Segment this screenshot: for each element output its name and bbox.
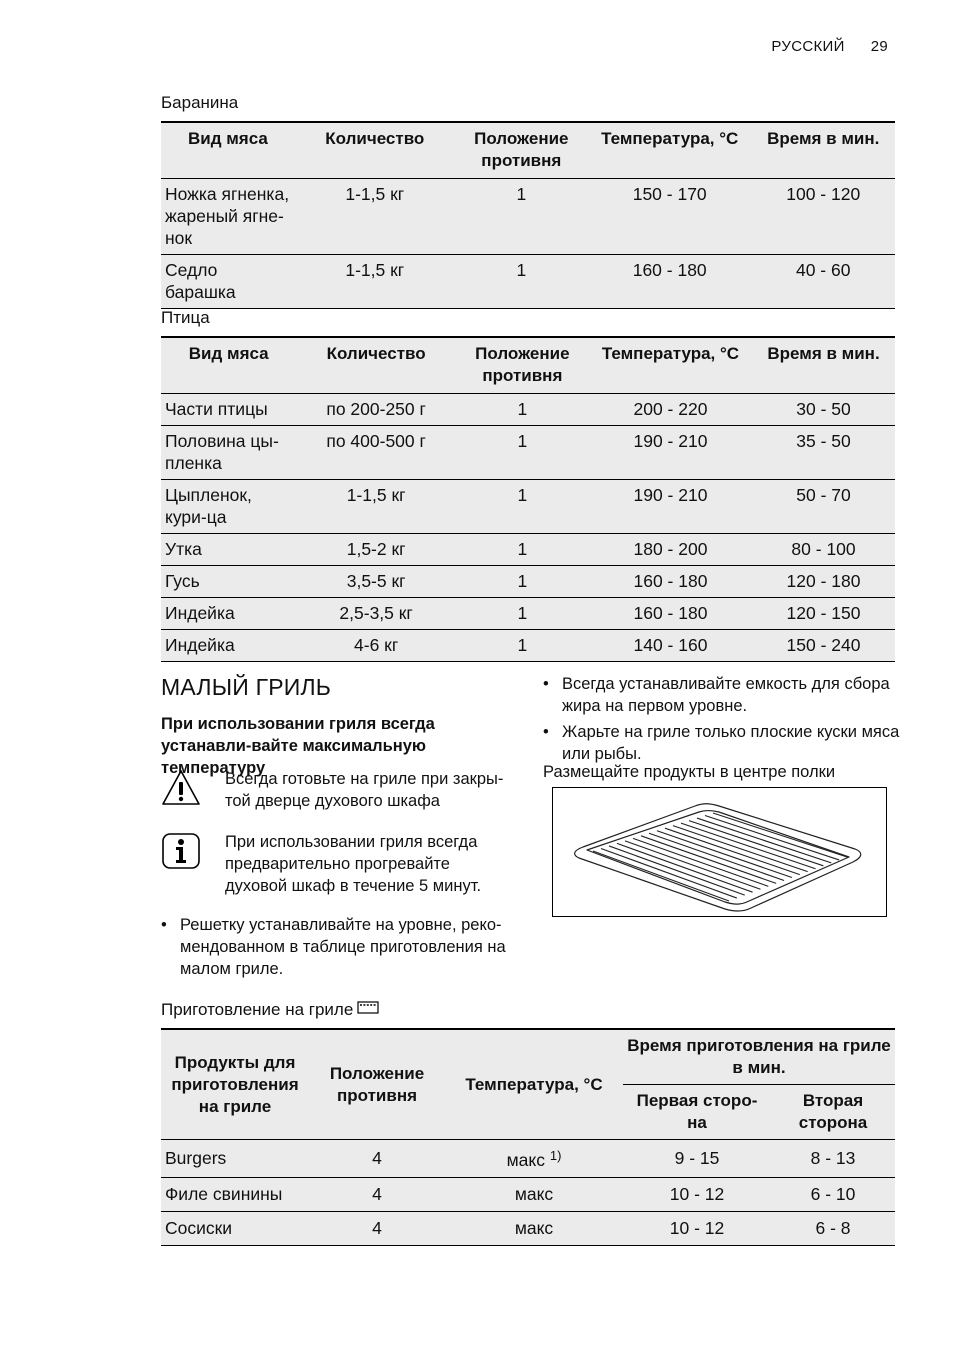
poultry-table bbox=[161, 336, 895, 662]
language-label: РУССКИЙ bbox=[771, 38, 845, 55]
table-cell: Индейка bbox=[161, 630, 296, 662]
col-header: Продукты для приготовления на гриле bbox=[161, 1029, 309, 1140]
col-header: Вторая сторона bbox=[771, 1085, 895, 1140]
table-cell: 150 - 170 bbox=[588, 179, 752, 255]
col-header: Количество bbox=[296, 337, 455, 394]
table-row bbox=[161, 394, 895, 426]
table-cell: Половина цы-пленка bbox=[161, 426, 296, 480]
table-cell: макс bbox=[445, 1178, 623, 1212]
table-row bbox=[161, 598, 895, 630]
table-cell: Филе свинины bbox=[161, 1178, 309, 1212]
table-cell: Индейка bbox=[161, 598, 296, 630]
table-cell: 190 - 210 bbox=[589, 426, 752, 480]
warning-note bbox=[161, 768, 516, 812]
table-cell: 1 bbox=[456, 566, 589, 598]
info-icon bbox=[161, 831, 201, 871]
table-cell: Седло барашка bbox=[161, 255, 295, 309]
table-cell: 1-1,5 кг bbox=[295, 255, 455, 309]
table-cell: 4 bbox=[309, 1140, 445, 1178]
table-cell: 4-6 кг bbox=[296, 630, 455, 662]
table-cell: 10 - 12 bbox=[623, 1178, 771, 1212]
table-cell: 180 - 200 bbox=[589, 534, 752, 566]
table-cell: 1-1,5 кг bbox=[295, 179, 455, 255]
table-cell: 160 - 180 bbox=[589, 598, 752, 630]
col-header: Температура, °C bbox=[589, 337, 752, 394]
table-cell: 50 - 70 bbox=[752, 480, 895, 534]
table-row bbox=[161, 1212, 895, 1246]
col-header: Время в мин. bbox=[751, 122, 895, 179]
table-cell: 80 - 100 bbox=[752, 534, 895, 566]
table-cell: 4 bbox=[309, 1178, 445, 1212]
col-header: Вид мяса bbox=[161, 337, 296, 394]
table-cell: 3,5-5 кг bbox=[296, 566, 455, 598]
table-cell: 6 - 8 bbox=[771, 1212, 895, 1246]
table-cell: Сосиски bbox=[161, 1212, 309, 1246]
table-cell: 1 bbox=[456, 630, 589, 662]
grill-instruction: При использовании гриля всегда устанавли-вайте максимальную температуру bbox=[161, 715, 435, 777]
table-cell: 1 bbox=[456, 534, 589, 566]
info-note bbox=[161, 831, 516, 897]
table-cell: 1 bbox=[456, 480, 589, 534]
table-cell: 1 bbox=[455, 255, 588, 309]
table-row bbox=[161, 630, 895, 662]
col-header: Время приготовления на гриле в мин. bbox=[623, 1029, 895, 1085]
table-cell: 2,5-3,5 кг bbox=[296, 598, 455, 630]
table-cell: по 200-250 г bbox=[296, 394, 455, 426]
footnote-mark: 1) bbox=[549, 1148, 562, 1163]
table-cell: 1,5-2 кг bbox=[296, 534, 455, 566]
table-cell: 150 - 240 bbox=[752, 630, 895, 662]
grill-table-title bbox=[161, 1000, 379, 1020]
table-cell: 1 bbox=[456, 598, 589, 630]
table-cell: Ножка ягненка, жареный ягне-нок bbox=[161, 179, 295, 255]
table-row bbox=[161, 179, 895, 255]
table-cell: 35 - 50 bbox=[752, 426, 895, 480]
wire-shelf-illustration bbox=[552, 787, 887, 917]
col-header: Положение противня bbox=[456, 337, 589, 394]
table-cell: 40 - 60 bbox=[751, 255, 895, 309]
table-row bbox=[161, 426, 895, 480]
table-cell: 160 - 180 bbox=[589, 566, 752, 598]
warning-icon bbox=[161, 768, 201, 808]
table-cell: 160 - 180 bbox=[588, 255, 752, 309]
grill-table bbox=[161, 1028, 895, 1246]
table-cell: Утка bbox=[161, 534, 296, 566]
table-row bbox=[161, 480, 895, 534]
grill-icon bbox=[357, 1000, 379, 1020]
table-row bbox=[161, 1140, 895, 1178]
info-text: При использовании гриля всегда предварительно прогревайте духовой шкаф в течение 5 минут. bbox=[225, 833, 482, 895]
table-cell: макс bbox=[445, 1212, 623, 1246]
grill-table-title-text: Приготовление на гриле bbox=[161, 1000, 354, 1019]
col-header: Положение противня bbox=[455, 122, 588, 179]
table-row bbox=[161, 534, 895, 566]
col-header: Температура, °C bbox=[588, 122, 752, 179]
list-item: • Жарьте на гриле только плоские куски мяса или рыбы. bbox=[543, 721, 914, 765]
warning-text: Всегда готовьте на гриле при закры-той дверце духового шкафа bbox=[225, 770, 504, 810]
table-cell: 190 - 210 bbox=[589, 480, 752, 534]
col-header: Время в мин. bbox=[752, 337, 895, 394]
lamb-title: Баранина bbox=[161, 93, 239, 112]
page-header bbox=[771, 38, 888, 55]
poultry-title: Птица bbox=[161, 308, 210, 327]
table-cell: 4 bbox=[309, 1212, 445, 1246]
col-header: Количество bbox=[295, 122, 455, 179]
table-cell: Гусь bbox=[161, 566, 296, 598]
table-cell: 10 - 12 bbox=[623, 1212, 771, 1246]
table-cell: по 400-500 г bbox=[296, 426, 455, 480]
table-row bbox=[161, 1178, 895, 1212]
table-cell: 1 bbox=[455, 179, 588, 255]
table-cell: 120 - 150 bbox=[752, 598, 895, 630]
table-cell: 120 - 180 bbox=[752, 566, 895, 598]
table-cell: Burgers bbox=[161, 1140, 309, 1178]
table-cell: 140 - 160 bbox=[589, 630, 752, 662]
lamb-table bbox=[161, 121, 895, 309]
page-number: 29 bbox=[870, 38, 888, 55]
table-cell: 30 - 50 bbox=[752, 394, 895, 426]
temp-value: макс bbox=[506, 1150, 545, 1170]
table-cell: 1 bbox=[456, 426, 589, 480]
table-cell: 6 - 10 bbox=[771, 1178, 895, 1212]
table-cell: Части птицы bbox=[161, 394, 296, 426]
col-header: Первая сторо-на bbox=[623, 1085, 771, 1140]
table-cell: 8 - 13 bbox=[771, 1140, 895, 1178]
col-header: Температура, °C bbox=[445, 1029, 623, 1140]
table-cell: 9 - 15 bbox=[623, 1140, 771, 1178]
col-header: Положение противня bbox=[309, 1029, 445, 1140]
small-grill-heading: МАЛЫЙ ГРИЛЬ bbox=[161, 674, 332, 700]
wire-shelf-icon bbox=[553, 788, 886, 916]
table-cell: 1-1,5 кг bbox=[296, 480, 455, 534]
table-cell: 200 - 220 bbox=[589, 394, 752, 426]
table-cell: 100 - 120 bbox=[751, 179, 895, 255]
col-header: Вид мяса bbox=[161, 122, 295, 179]
placement-text: Размещайте продукты в центре полки bbox=[543, 763, 836, 781]
table-cell: 1 bbox=[456, 394, 589, 426]
list-item: • Всегда устанавливайте емкость для сбора жира на первом уровне. bbox=[543, 673, 914, 717]
table-cell bbox=[445, 1140, 623, 1178]
table-row bbox=[161, 566, 895, 598]
table-row bbox=[161, 255, 895, 309]
list-item: • Решетку устанавливайте на уровне, реко-мендованном в таблице приготовления на малом гриле. bbox=[161, 914, 520, 980]
table-cell: Цыпленок, кури-ца bbox=[161, 480, 296, 534]
